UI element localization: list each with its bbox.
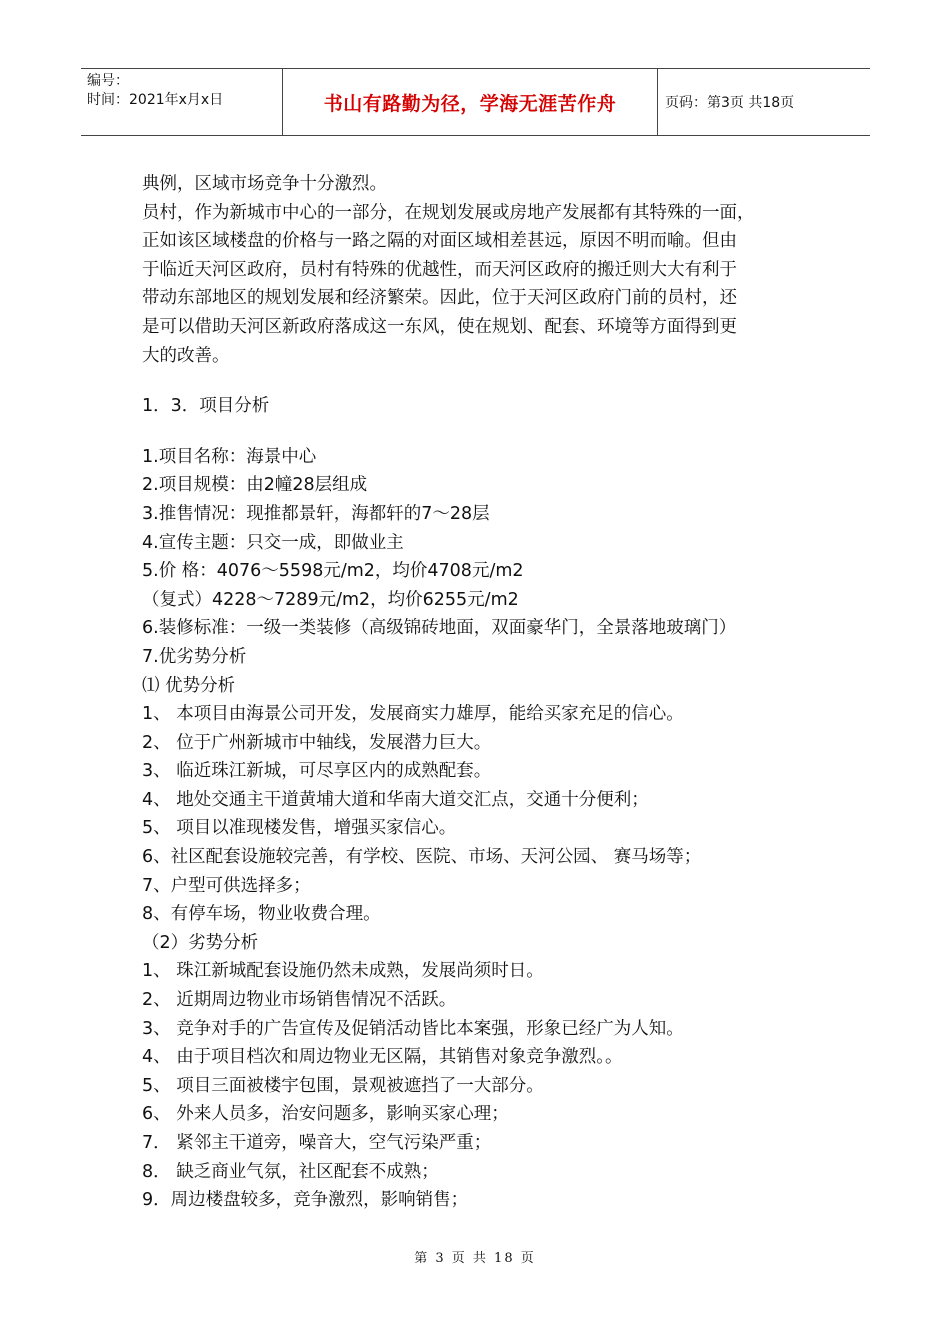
text-line: 典例，区域市场竞争十分激烈。 [142,174,387,194]
list-item: 2.项目规模：由2幢28层组成 [142,475,368,496]
list-item: （复式）4228～7289元/m2，均价6255元/m2 [142,589,519,610]
list-item: （2）劣势分析 [142,932,259,953]
list-item: 3.推售情况：现推都景轩，海都轩的7～28层 [142,503,490,524]
list-item: 2、 近期周边物业市场销售情况不活跃。 [142,990,457,1011]
text-line: 员村，作为新城市中心的一部分，在规划发展或房地产发展都有其特殊的一面， [142,202,755,223]
list-item: 8． 缺乏商业气氛，社区配套不成熟； [142,1161,439,1182]
list-item: 9．周边楼盘较多，竞争激烈，影响销售； [142,1190,469,1211]
list-item: 1、 珠江新城配套设施仍然未成熟，发展尚须时日。 [142,961,544,982]
list-item: 2、 位于广州新城市中轴线，发展潜力巨大。 [142,732,492,753]
list-item: 1、 本项目由海景公司开发，发展商实力雄厚，能给买家充足的信心。 [142,704,684,725]
text-line: 于临近天河区政府，员村有特殊的优越性，而天河区政府的搬迁则大大有利于 [142,259,737,280]
page-footer: 第 3 页 共 18 页 [414,1251,536,1266]
document-body [142,170,822,1215]
text-line: 正如该区域楼盘的价格与一路之隔的对面区域相差甚远，原因不明而喻。但由 [142,231,737,252]
document-date: 时间：2021年x月x日 [87,92,224,108]
spacer [142,421,822,443]
list-item: 5.价 格：4076～5598元/m2，均价4708元/m2 [142,561,524,582]
text-line: 是可以借助天河区新政府落成这一东风，使在规划、配套、环境等方面得到更 [142,316,737,337]
intro-paragraph [142,170,822,370]
section-heading: 1．3．项目分析 [142,396,270,417]
document-number: 编号： [87,73,129,89]
list-item: 1.项目名称：海景中心 [142,446,317,467]
header-page-info: 页码：第3页 共18页 [665,95,795,111]
list-item: 4、 地处交通主干道黄埔大道和华南大道交汇点，交通十分便利； [142,789,649,810]
list-item: 3、 竞争对手的广告宣传及促销活动皆比本案强，形象已经广为人知。 [142,1018,684,1039]
text-line: 带动东部地区的规划发展和经济繁荣。因此，位于天河区政府门前的员村，还 [142,288,737,309]
list-item: 5、 项目以准现楼发售，增强买家信心。 [142,818,457,839]
list-item: 3、 临近珠江新城，可尽享区内的成熟配套。 [142,761,492,782]
header-meta [81,69,283,135]
list-item: 8、有停车场，物业收费合理。 [142,904,381,925]
list-item: 7． 紧邻主干道旁，噪音大，空气污染严重； [142,1133,492,1153]
list-item: 6、社区配套设施较完善，有学校、医院、市场、天河公园、 赛马场等； [142,847,702,868]
list-item: 4.宣传主题：只交一成，即做业主 [142,532,404,553]
project-analysis-list [142,443,822,1215]
list-item: 7、户型可供选择多； [142,875,311,896]
page-header [81,68,870,136]
list-item: 5、 项目三面被楼宇包围，景观被遮挡了一大部分。 [142,1075,544,1096]
spacer [142,370,822,392]
list-item: 6.装修标准：一级一类装修（高级锦砖地面，双面豪华门，全景落地玻璃门） [142,618,737,639]
text-line: 大的改善。 [142,345,230,366]
list-item: 6、 外来人员多，治安问题多，影响买家心理； [142,1104,509,1125]
list-item: ⑴ 优势分析 [142,675,236,696]
list-item: 7.优劣势分析 [142,646,247,667]
header-motto: 书山有路勤为径，学海无涯苦作舟 [283,69,658,135]
list-item: 4、 由于项目档次和周边物业无区隔，其销售对象竞争激烈。。 [142,1047,623,1068]
